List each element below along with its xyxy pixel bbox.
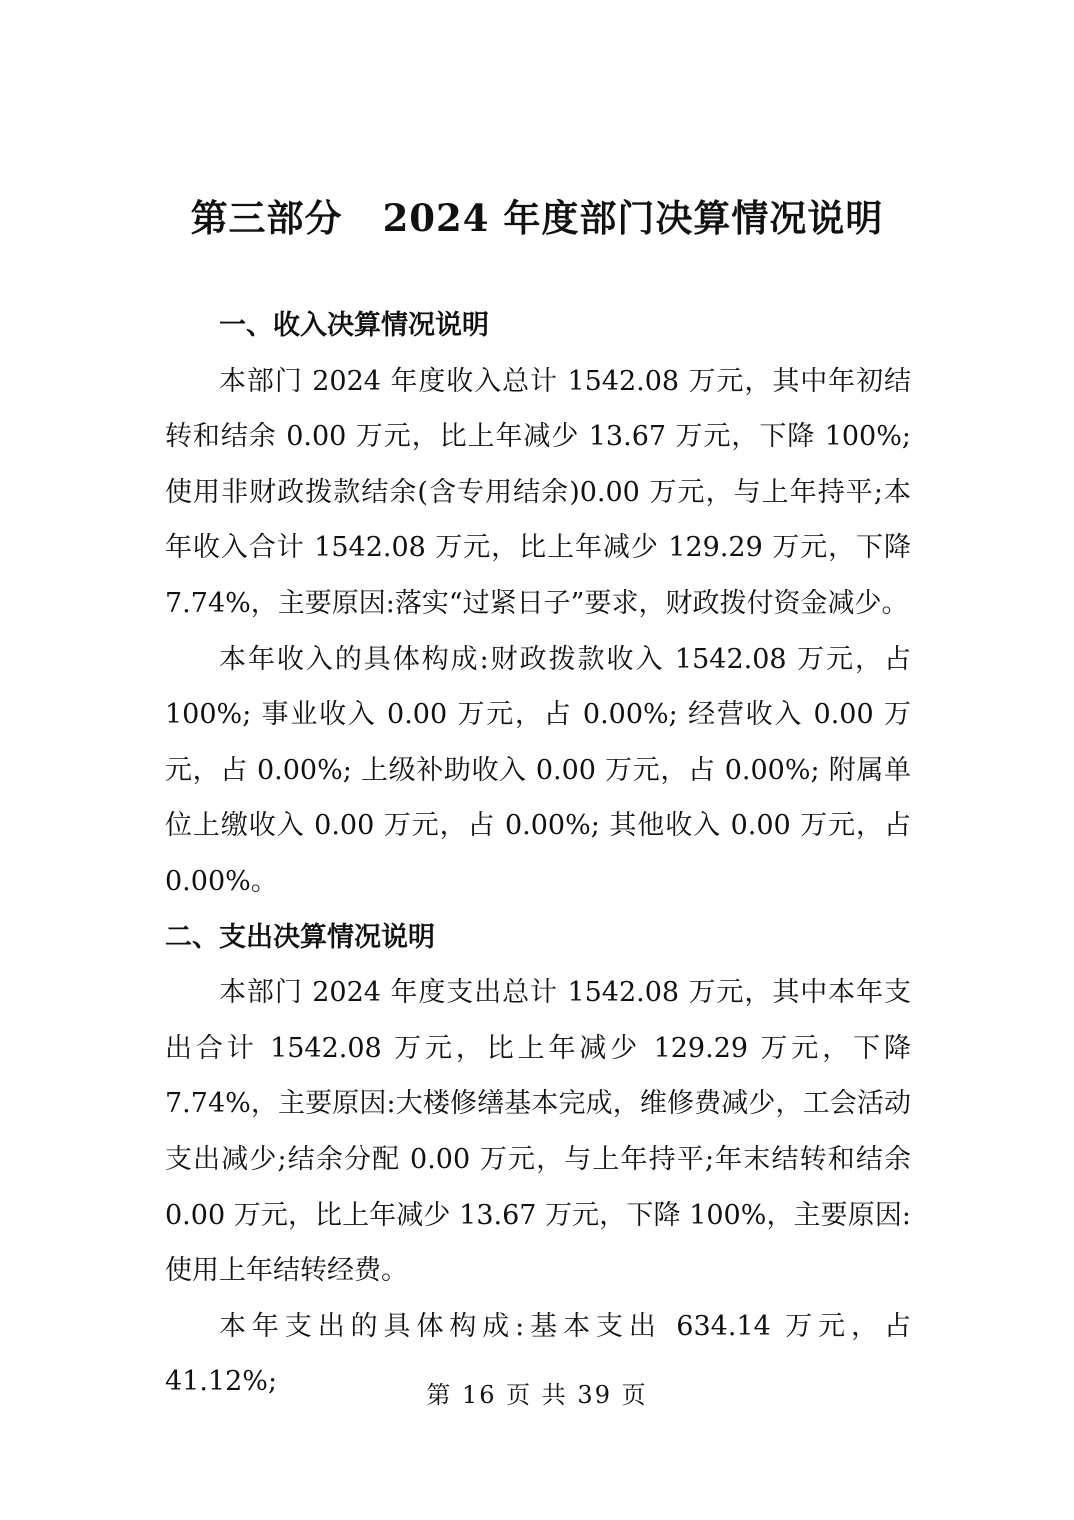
page-title <box>0 188 1074 242</box>
section-heading-expense: 二、支出决算情况说明 <box>165 921 435 953</box>
income-paragraph-1: 本部门 2024 年度收入总计 1542.08 万元，其中年初结转和结余 0.00 万元，比上年减少 13.67 万元，下降 100%;使用非财政拨款结余(含专用结余)0.00 万元，与上年持平;本年收入合计 1542.08 万元，比上年减少 129.29 万元，下降 7.74%，主要原因:落实“过紧日子”要求，财政拨付资金减少。 <box>165 365 911 619</box>
page-footer: 第 16 页 共 39 页 <box>426 1381 648 1409</box>
expense-paragraph-2: 本年支出的具体构成:基本支出 634.14 万元，占 41.12%; <box>165 1310 911 1398</box>
document-body <box>165 298 911 1410</box>
title-part: 第三部分 <box>190 196 343 240</box>
expense-paragraph-1: 本部门 2024 年度支出总计 1542.08 万元，其中本年支出合计 1542.08 万元，比上年减少 129.29 万元，下降 7.74%，主要原因:大楼修缮基本完成，维修费减少，工会活动支出减少;结余分配 0.00 万元，与上年持平;年末结转和结余 0.00 万元，比上年减少 13.67 万元，下降 100%，主要原因:使用上年结转经费。 <box>165 977 911 1287</box>
title-text: 2024 年度部门决算情况说明 <box>382 196 884 240</box>
income-paragraph-2: 本年收入的具体构成:财政拨款收入 1542.08 万元，占 100%; 事业收入 0.00 万元，占 0.00%; 经营收入 0.00 万元，占 0.00%; 上级补助收入 0.00 万元，占 0.00%; 附属单位上缴收入 0.00 万元，占 0.00%; 其他收入 0.00 万元，占 0.00%。 <box>165 643 911 897</box>
section-heading-income: 一、收入决算情况说明 <box>219 310 489 341</box>
